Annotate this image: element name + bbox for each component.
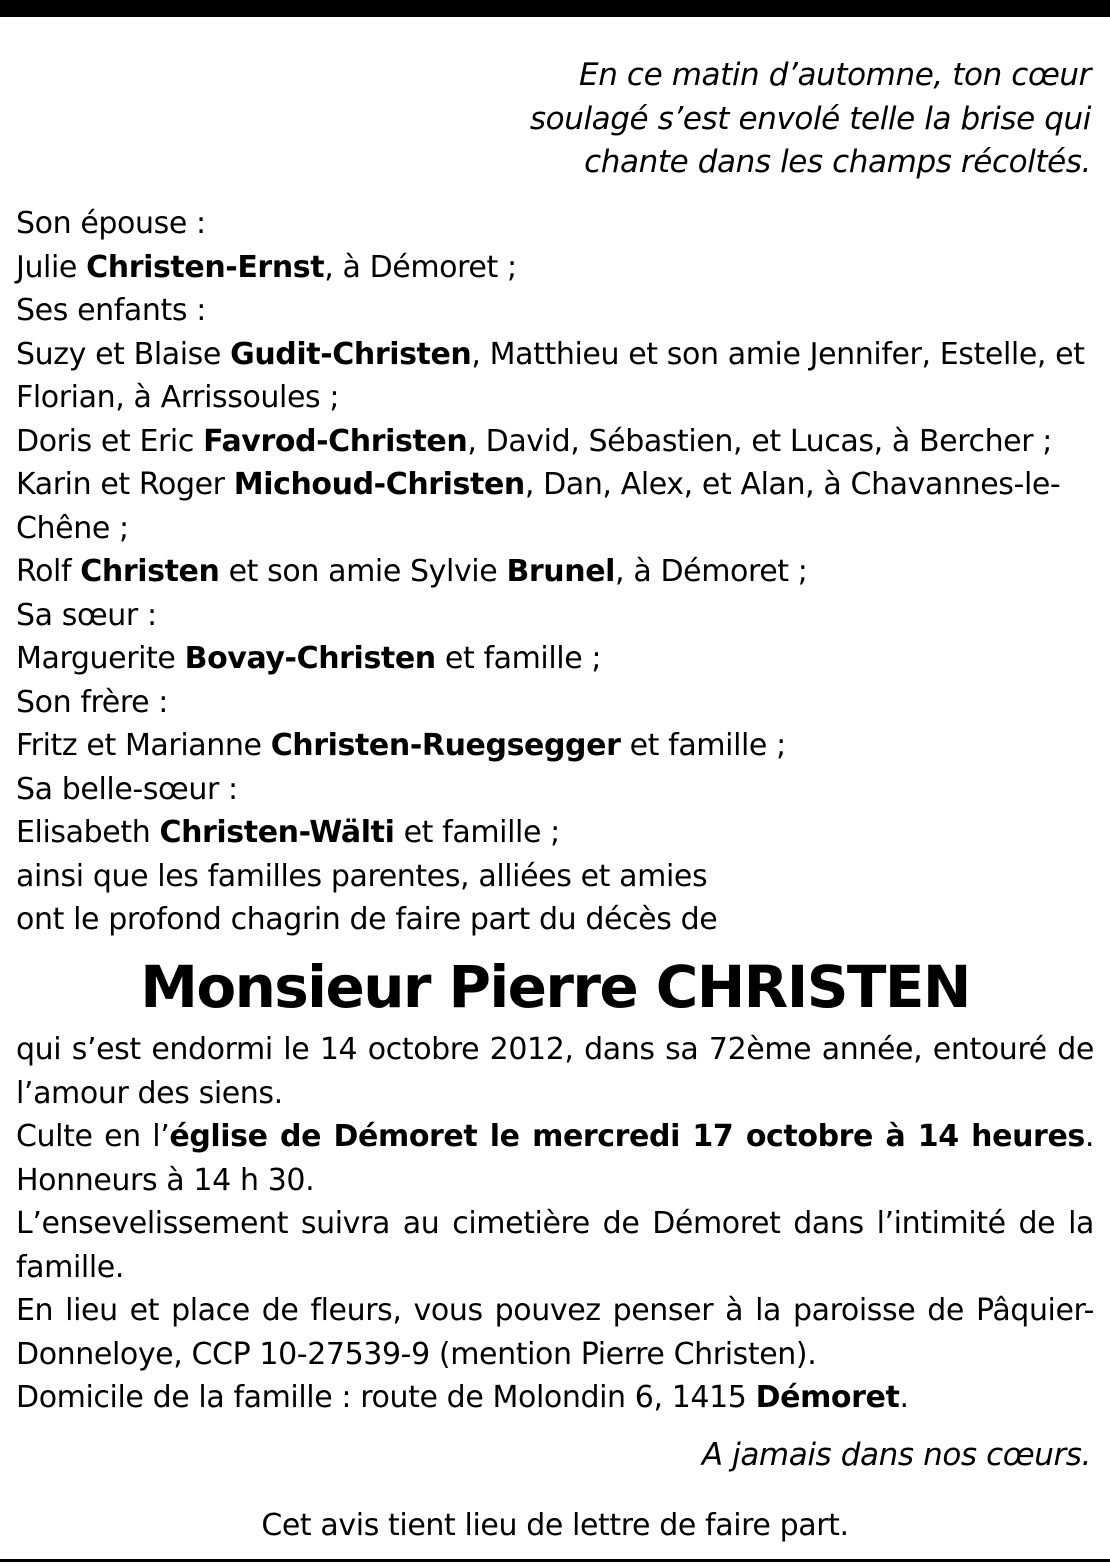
domicile-paragraph: Domicile de la famille : route de Molondin 6, 1415 Démoret.: [16, 1380, 909, 1415]
brother-heading: Son frère :: [16, 684, 169, 720]
top-border-rule: [0, 0, 1110, 17]
epigraph-line: soulagé s’est envolé telle la brise qui: [529, 100, 1091, 137]
deceased-name-heading: Monsieur Pierre CHRISTEN: [140, 953, 970, 1021]
family-name: Bovay-Christen: [184, 641, 436, 676]
family-name: Michoud-Christen: [233, 467, 525, 502]
notice-line: Cet avis tient lieu de lettre de faire part.: [261, 1508, 849, 1543]
passing-paragraph: qui s’est endormi le 14 octobre 2012, dans sa 72ème année, entouré de l’amour des siens.: [16, 1032, 1094, 1111]
child-line: Rolf Christen et son amie Sylvie Brunel, à Démoret ;: [16, 554, 808, 589]
family-list: [16, 202, 1096, 942]
family-name: Christen: [80, 554, 220, 589]
relatives-line: ainsi que les familles parentes, alliées et amies: [16, 858, 708, 894]
spouse-heading: Son épouse :: [16, 206, 206, 241]
family-name: Gudit-Christen: [230, 336, 472, 372]
bottom-border-rule: [0, 1559, 1110, 1562]
epigraph-line: chante dans les champs récoltés.: [584, 144, 1091, 180]
sister-line: Marguerite Bovay-Christen et famille ;: [16, 641, 602, 676]
family-name: Brunel: [506, 554, 616, 589]
family-name: Christen-Wälti: [159, 815, 395, 850]
domicile-town: Démoret: [755, 1380, 900, 1415]
service-paragraph: Culte en l’église de Démoret le mercredi 17 octobre à 14 heures. Honneurs à 14 h 30.: [16, 1119, 1094, 1198]
family-name: Christen-Ruegsegger: [270, 728, 621, 763]
closing-line: A jamais dans nos cœurs.: [701, 1437, 1091, 1473]
epigraph-line: En ce matin d’automne, ton cœur: [579, 57, 1091, 93]
burial-paragraph: L’ensevelissement suivra au cimetière de Démoret dans l’intimité de la famille.: [16, 1206, 1094, 1285]
spouse-line: Julie Christen-Ernst, à Démoret ;: [16, 249, 517, 285]
announcement-line: ont le profond chagrin de faire part du décès de: [16, 902, 718, 937]
child-line: Suzy et Blaise Gudit-Christen, Matthieu et son amie Jennifer, Estelle, et Florian, à Arrissoules ;: [16, 336, 1085, 415]
child-line: Doris et Eric Favrod-Christen, David, Sébastien, et Lucas, à Bercher ;: [16, 423, 1053, 459]
sister-in-law-line: Elisabeth Christen-Wälti et famille ;: [16, 815, 560, 850]
child-line: Karin et Roger Michoud-Christen, Dan, Alex, et Alan, à Chavannes-le-Chêne ;: [16, 467, 1061, 546]
brother-line: Fritz et Marianne Christen-Ruegsegger et famille ;: [16, 728, 786, 763]
children-heading: Ses enfants :: [16, 293, 206, 328]
donation-paragraph: En lieu et place de fleurs, vous pouvez penser à la paroisse de Pâquier-Donneloye, CCP 10-27539-9 (mention Pierre Christen).: [16, 1293, 1094, 1372]
details-block: [16, 1028, 1094, 1420]
sister-heading: Sa sœur :: [16, 597, 157, 633]
service-details: église de Démoret le mercredi 17 octobre à 14 heures: [169, 1119, 1085, 1154]
family-name: Favrod-Christen: [203, 423, 468, 459]
sister-in-law-heading: Sa belle-sœur :: [16, 771, 238, 807]
family-name: Christen-Ernst: [86, 249, 325, 285]
epigraph-poem: [451, 54, 1091, 185]
